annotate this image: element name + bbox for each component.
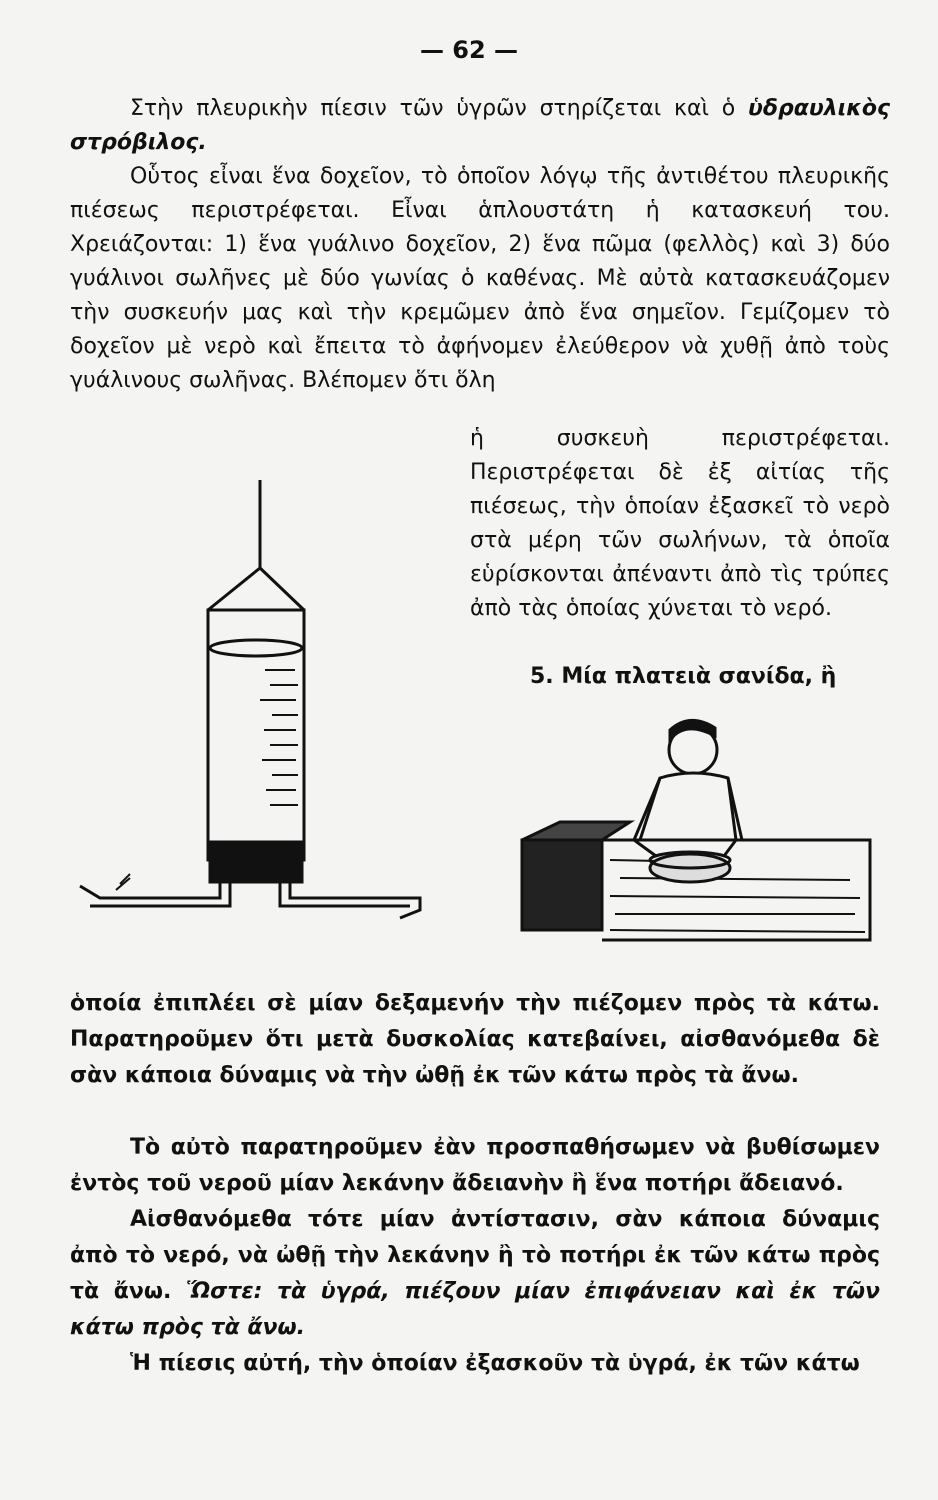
turbine-illustration — [60, 470, 440, 920]
resistance-text: Αἰσθανόμεθα τότε μίαν ἀντίστασιν, σὰν κάποια δύναμις ἀπὸ τὸ νερό, νὰ ὠθῇ τὴν λεκάνην ἢ τὸ ποτήρι ἐκ τῶν κάτω πρὸς τὰ ἄνω. — [70, 1207, 880, 1304]
paragraph-resistance — [70, 1202, 880, 1346]
tank-drawing — [522, 720, 870, 940]
paragraph-turbine-construction: Οὗτος εἶναι ἕνα δοχεῖον, τὸ ὁποῖον λόγῳ τῆς ἀντιθέτου πλευρικῆς πιέσεως περιστρέφεται. Εἶναι ἁπλουστάτη ἡ κατασκευή του. Χρειάζονται: 1) ἕνα γυάλινο δοχεῖον, 2) ἕνα πῶμα (φελλὸς) καὶ 3) δύο γυάλινοι σωλῆνες μὲ δύο γωνίας ὁ καθένας. Μὲ αὐτὰ κατασκευάζομεν τὴν συσκευήν μας καὶ τὴν κρεμῶμεν ἀπὸ ἕνα σημεῖον. Γεμίζομεν τὸ δοχεῖον μὲ νερὸ καὶ ἔπειτα τὸ ἀφήνομεν ἐλεύθερον νὰ χυθῇ ἀπὸ τοὺς γυάλινους σωλῆνας. Βλέπομεν ὅτι ὅλη — [70, 164, 890, 393]
paragraph-pressure-continued: Ἡ πίεσις αὐτή, τὴν ὁποίαν ἐξασκοῦν τὰ ὑγρά, ἐκ τῶν κάτω — [130, 1351, 860, 1376]
turbine-term: ὑδραυλικὸς στρόβιλος. — [70, 96, 890, 155]
paragraph-turbine-intro — [70, 92, 890, 160]
paragraph-rotation-explanation: ἡ συσκευὴ περιστρέφεται. Περιστρέφεται δὲ ἐξ αἰτίας τῆς πιέσεως, τὴν ὁποίαν ἐξασκεῖ τὸ νερὸ στὰ μέρη τῶν σωλήνων, τὰ ὁποῖα εὑρίσκονται ἀπέναντι ἀπὸ τὶς τρύπες ἀπὸ τὰς ὁποίας χύνεται τὸ νερό. — [470, 426, 890, 621]
paragraph-basin-observation: Τὸ αὐτὸ παρατηροῦμεν ἐὰν προσπαθήσωμεν νὰ βυθίσωμεν ἐντὸς τοῦ νεροῦ μίαν λεκάνην ἄδειανὴν ἢ ἕνα ποτήρι ἄδειανό. — [70, 1135, 880, 1196]
list-item-5: 5. Μία πλατειὰ σανίδα, ἢ — [530, 664, 837, 689]
conclusion-emphasis: Ὥστε: τὰ ὑγρά, πιέζουν μίαν ἐπιφάνειαν καὶ ἐκ τῶν κάτω πρὸς τὰ ἄνω. — [70, 1279, 880, 1340]
page-number: — 62 — — [419, 36, 519, 64]
paragraph-board-pressure: ὁποία ἐπιπλέει σὲ μίαν δεξαμενήν τὴν πιέζομεν πρὸς τὰ κάτω. Παρατηροῦμεν ὅτι μετὰ δυσκολίας κατεβαίνει, αἰσθανόμεθα δὲ σὰν κάποια δύναμις νὰ τὴν ὠθῇ ἐκ τῶν κάτω πρὸς τὰ ἄνω. — [70, 991, 880, 1088]
tank-illustration — [510, 700, 890, 970]
turbine-drawing — [80, 480, 420, 918]
turbine-intro-text: Στὴν πλευρικὴν πίεσιν τῶν ὑγρῶν στηρίζεται καὶ ὁ — [130, 96, 749, 121]
